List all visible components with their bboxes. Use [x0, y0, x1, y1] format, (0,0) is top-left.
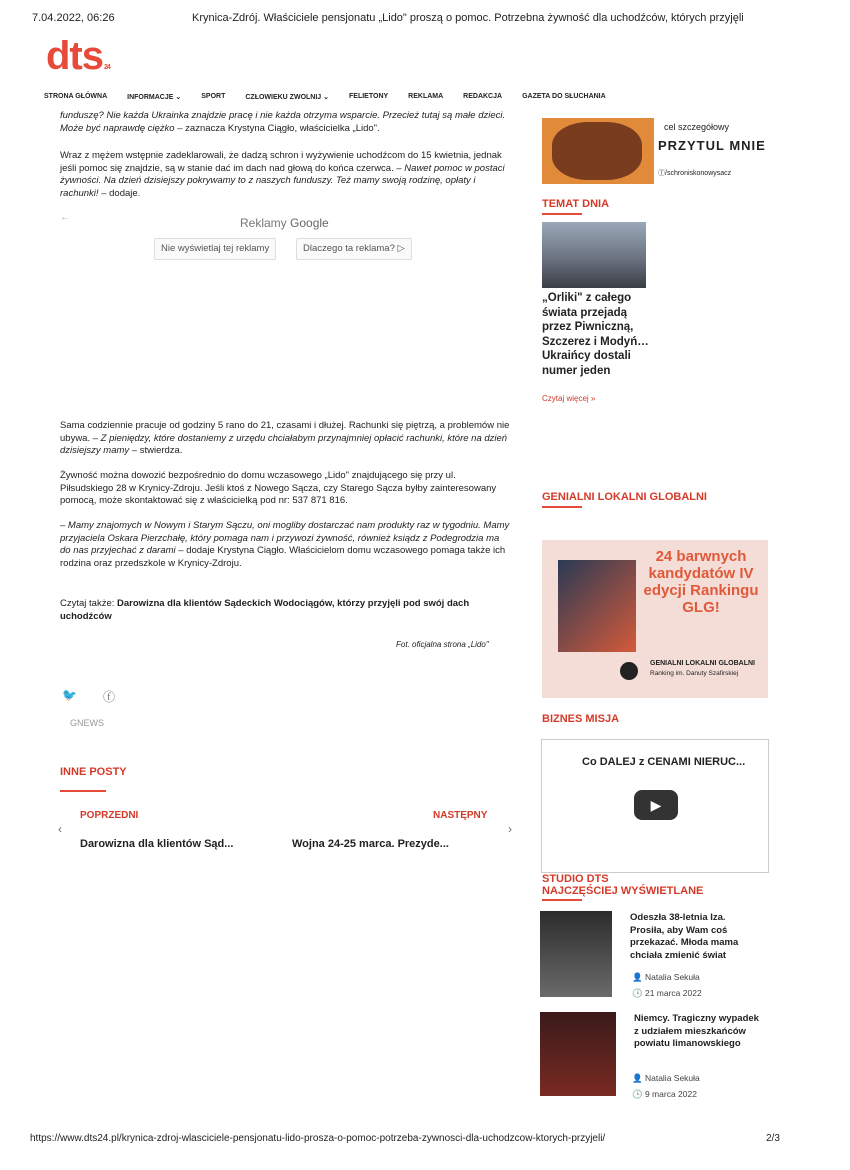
heading-underline: [542, 506, 582, 508]
heading-underline: [60, 790, 106, 792]
read-also: Czytaj także: Darowizna dla klientów Sądeckich Wodociągów, którzy przyjęli pod swój dach uchodźców: [60, 598, 470, 622]
nav-item-sport[interactable]: SPORT: [201, 93, 226, 100]
glg-image: [558, 560, 636, 652]
prev-post-label: POPRZEDNI: [80, 810, 139, 821]
hide-ad-button[interactable]: Nie wyświetlaj tej reklamy: [154, 238, 276, 260]
google-news-link[interactable]: GNEWS: [70, 718, 105, 728]
read-also-link[interactable]: Darowizna dla klientów Sądeckich Wodociągów, którzy przyjęli pod swój dach uchodźców: [60, 598, 470, 622]
logo-sub: 24: [104, 64, 110, 71]
popular-heading: STUDIO DTS NAJCZĘŚCIEJ WYŚWIETLANE: [542, 873, 704, 897]
shelter-banner[interactable]: [542, 118, 764, 184]
article-paragraph: – Mamy znajomych w Nowym i Starym Sączu, oni mogliby dostarczać nam produkty raz w tygodniu. Mamy przyjaciela Oskara Pierzchałę, który pomaga nam i przywozi żywność, również ksiądz z Podegrodzia ma do nas przyjechać z darami – dodaje Krystyna Ciągło. Właścicielom domu wczasowego pomaga także ich rodzina oraz przedszkole w Krynicy-Zdroju.: [60, 520, 510, 569]
next-post-title[interactable]: Wojna 24-25 marca. Prezyde...: [292, 838, 449, 850]
video-title: Co DALEJ z CENAMI NIERUC...: [582, 756, 746, 768]
logo-text: dts: [46, 34, 103, 78]
nav-item-editorial[interactable]: REDAKCJA: [463, 93, 503, 100]
other-posts-heading: INNE POSTY: [60, 766, 127, 778]
popular-title[interactable]: Niemcy. Tragiczny wypadek z udziałem mieszkańców powiatu limanowskiego: [634, 1013, 759, 1049]
site-logo[interactable]: [46, 34, 110, 79]
prev-post-title[interactable]: Darowizna dla klientów Sąd...: [80, 838, 234, 850]
chevron-left-icon[interactable]: ‹: [58, 822, 62, 836]
social-share: [62, 688, 115, 705]
popular-thumb[interactable]: [540, 1012, 616, 1096]
facebook-icon[interactable]: ⓕ: [102, 690, 115, 704]
clock-icon: 🕒: [632, 1089, 643, 1099]
user-icon: 👤: [632, 972, 643, 982]
main-nav: [44, 93, 606, 101]
nav-item-columns[interactable]: FELIETONY: [349, 93, 389, 100]
popular-date: 🕒 9 marca 2022: [632, 1089, 697, 1099]
banner-line1: cel szczegółowy: [664, 122, 730, 132]
user-icon: 👤: [632, 1073, 643, 1083]
glg-heading: GENIALNI LOKALNI GLOBALNI: [542, 491, 707, 503]
topic-title[interactable]: „Orliki" z całego świata przejadą przez Piwniczną, Szczerez i Modyń… Ukraińcy dostali numer jeden: [542, 292, 649, 377]
heading-underline: [542, 213, 582, 215]
popular-date: 🕒 21 marca 2022: [632, 988, 702, 998]
article-paragraph: Żywność można dowozić bezpośrednio do domu wczasowego „Lido" znajdującego się przy ul. Piłsudskiego 28 w Krynicy-Zdroju. Jeśli ktoś z Nowego Sącza, czy Starego Sącza byłby zainteresowany pomocą, może skontaktować się z właścicielką pod nr: 537 871 816.: [60, 470, 497, 507]
facebook-icon: ⓕ: [658, 170, 665, 177]
chevron-down-icon: ⌄: [175, 94, 182, 101]
video-embed[interactable]: [541, 739, 769, 873]
glg-sub1: GENIALNI LOKALNI GLOBALNI: [650, 660, 755, 667]
topic-of-day-heading: TEMAT DNIA: [542, 198, 610, 210]
twitter-icon[interactable]: 🐦: [62, 688, 77, 702]
nav-item-home[interactable]: STRONA GŁÓWNA: [44, 93, 108, 100]
read-more-link[interactable]: Czytaj więcej »: [542, 394, 596, 403]
business-heading: BIZNES MISJA: [542, 713, 620, 725]
glg-banner[interactable]: [542, 540, 768, 698]
back-arrow-icon[interactable]: ←: [60, 212, 70, 223]
nav-item-info[interactable]: INFORMACJE ⌄: [127, 94, 182, 101]
banner-line2: PRZYTUL MNIE: [658, 138, 766, 153]
next-post-label: NASTĘPNY: [433, 810, 488, 821]
photo-credit: Fot. oficjalna strona „Lido": [396, 640, 489, 649]
dog-image: [552, 122, 642, 180]
print-page-number: 2/3: [766, 1133, 780, 1144]
glg-banner-text: 24 barwnych kandydatów IV edycji Rankingu GLG!: [643, 548, 759, 616]
banner-line3: ⓕ/schroniskonowysacz: [658, 170, 732, 177]
popular-author: 👤 Natalia Sekuła: [632, 1073, 700, 1083]
google-ads-label: Reklamy Google: [240, 216, 329, 230]
popular-title[interactable]: Odeszła 38-letnia Iza. Prosiła, aby Wam coś przekazać. Młoda mama chciała zmienić świat: [630, 912, 739, 961]
heading-underline: [542, 899, 582, 901]
chevron-right-icon[interactable]: ›: [508, 822, 512, 836]
article-paragraph: funduszę? Nie każda Ukrainka znajdzie pracę i nie każda otrzyma wsparcie. Przecież tutaj są małe dzieci. Może być naprawdę ciężko – zaznacza Krystyna Ciągło, właścicielka „Lido".: [60, 110, 506, 134]
why-ad-button[interactable]: Dlaczego ta reklama? ▷: [296, 238, 412, 260]
article-paragraph: Wraz z mężem wstępnie zadeklarowali, że dadzą schron i wyżywienie uchodźcom do 15 kwietnia, jednak jeśli pomoc się znajdzie, są w stanie dać im dach nad głową do końca czerwca. – Nawet pomoc w postaci żywności. Na dzień dzisiejszy pokrywamy to z naszych funduszy. Też mamy swoją rodzinę, opłaty i rachunki! – dodaje.: [60, 150, 505, 199]
topic-photo[interactable]: [542, 222, 646, 288]
nav-item-audio[interactable]: GAZETA DO SŁUCHANIA: [522, 93, 606, 100]
glg-sub2: Ranking im. Danuty Szafirskiej: [650, 670, 739, 677]
nav-item-slow-down[interactable]: CZŁOWIEKU ZWOLNIJ ⌄: [245, 94, 330, 101]
article-paragraph: Sama codziennie pracuje od godziny 5 rano do 21, czasami i dłużej. Rachunki się piętrzą, a problemów nie ubywa. – Z pieniędzy, które dostaniemy z urzędu chciałabym przynajmniej opłacić rachunki, które na dzień dzisiejszy mamy – stwierdza.: [60, 420, 510, 457]
nav-item-ads[interactable]: REKLAMA: [408, 93, 444, 100]
print-title: Krynica-Zdrój. Właściciele pensjonatu „Lido" proszą o pomoc. Potrzebna żywność dla uchodźców, których przyjęli: [192, 12, 744, 24]
play-icon[interactable]: ▶: [634, 790, 678, 820]
popular-thumb[interactable]: [540, 911, 612, 997]
print-url: https://www.dts24.pl/krynica-zdroj-wlasciciele-pensjonatu-lido-prosza-o-pomoc-potrzeba-zywnosci-dla-uchodzcow-ktorych-przyjeli/: [30, 1133, 606, 1144]
popular-author: 👤 Natalia Sekuła: [632, 972, 700, 982]
glg-logo-icon: [620, 662, 638, 680]
print-date: 7.04.2022, 06:26: [32, 12, 115, 24]
clock-icon: 🕒: [632, 988, 643, 998]
chevron-down-icon: ⌄: [323, 94, 330, 101]
